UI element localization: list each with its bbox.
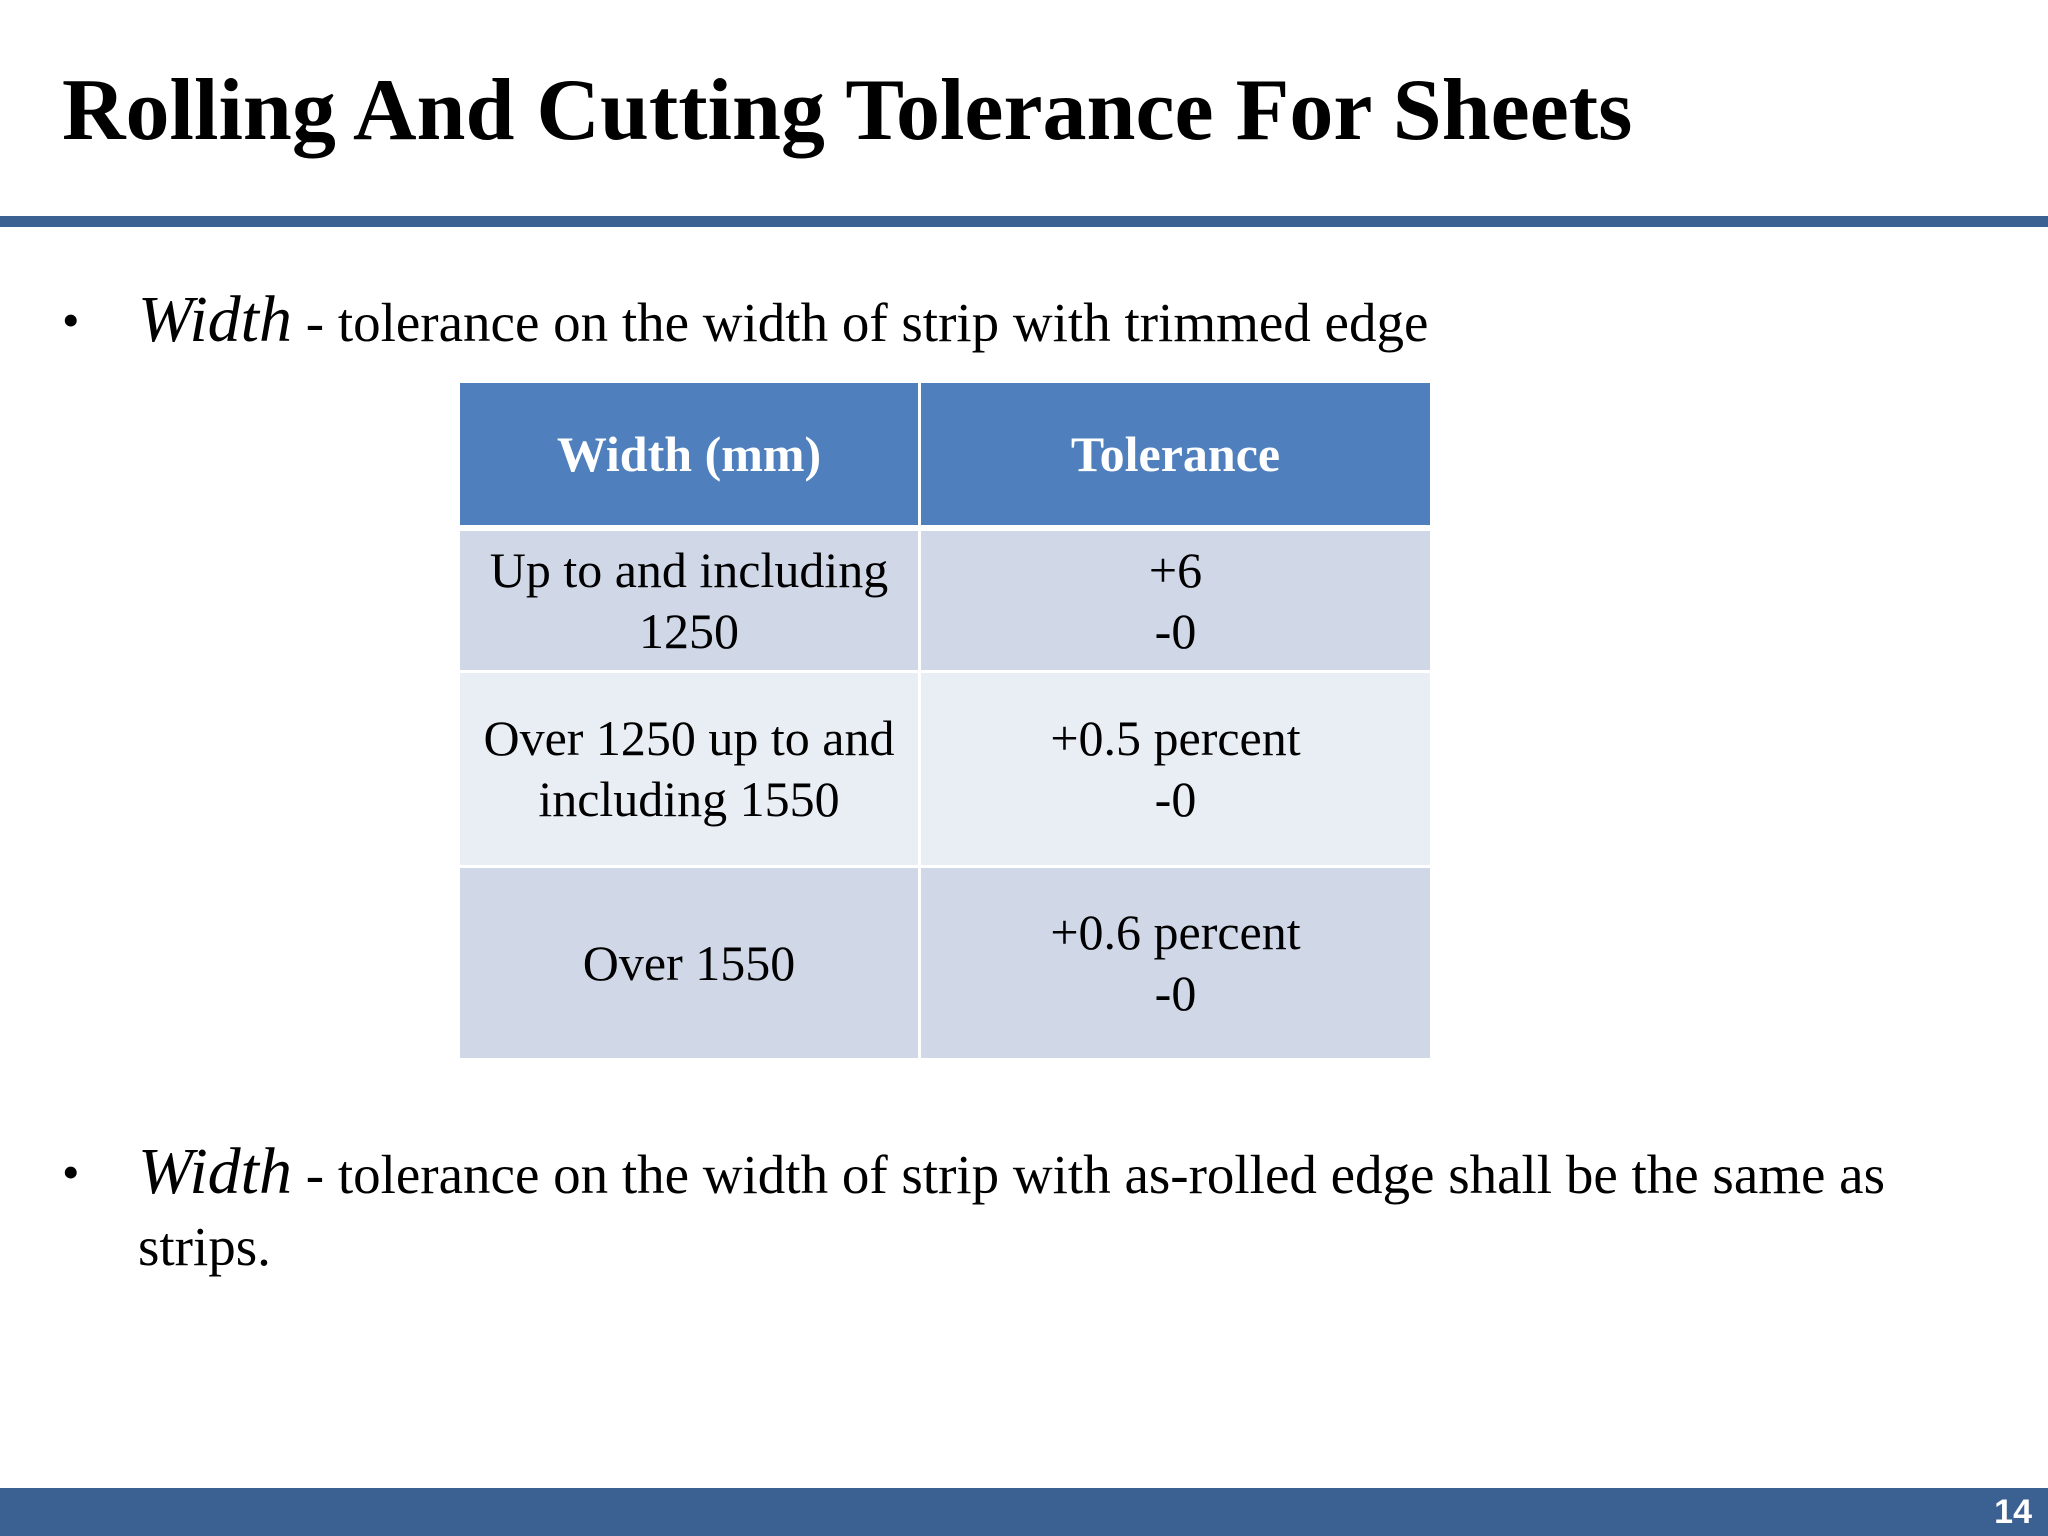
cell-tolerance — [920, 528, 1432, 672]
cell-width — [459, 672, 920, 867]
cell-width-line: including 1550 — [538, 771, 840, 827]
table-header-row — [459, 382, 1432, 529]
cell-width — [459, 867, 920, 1060]
cell-tolerance-plus: +6 — [1148, 541, 1203, 598]
table-row — [459, 867, 1432, 1060]
cell-width-line: 1250 — [639, 602, 739, 659]
bullet-dot-icon: • — [62, 1144, 80, 1200]
footer-bar — [0, 1488, 2048, 1536]
bullet-item — [62, 284, 1992, 359]
cell-tolerance-minus: -0 — [1154, 771, 1197, 827]
table-row — [459, 528, 1432, 672]
bullet-term: Width — [138, 283, 293, 356]
bullet-text — [138, 1136, 1992, 1283]
header-width: Width (mm) — [459, 382, 920, 529]
cell-tolerance-plus: +0.5 percent — [1050, 710, 1301, 766]
cell-tolerance — [920, 867, 1432, 1060]
header-tolerance: Tolerance — [920, 382, 1432, 529]
bullet-description: - tolerance on the width of strip with trimmed edge — [292, 292, 1429, 353]
bullet-item — [62, 1136, 1992, 1283]
title-divider — [0, 216, 2048, 227]
bullet-dot-icon: • — [62, 292, 80, 348]
cell-tolerance-plus: +0.6 percent — [1050, 904, 1301, 960]
cell-tolerance-minus: -0 — [1154, 602, 1197, 659]
slide-title: Rolling And Cutting Tolerance For Sheets — [62, 62, 1633, 159]
bullet-text — [138, 284, 1992, 359]
page-number: 14 — [1994, 1493, 2032, 1531]
cell-width-line: Up to and including — [489, 541, 889, 598]
cell-tolerance-minus: -0 — [1154, 965, 1197, 1021]
tolerance-table — [457, 380, 1433, 1061]
cell-width-line: Over 1550 — [582, 934, 796, 991]
bullet-term: Width — [138, 1135, 293, 1208]
bullet-description: - tolerance on the width of strip with as-rolled edge shall be the same as strips. — [138, 1144, 1886, 1277]
cell-width — [459, 528, 920, 672]
cell-tolerance — [920, 672, 1432, 867]
table-row — [459, 672, 1432, 867]
cell-width-line: Over 1250 up to and — [483, 710, 895, 766]
